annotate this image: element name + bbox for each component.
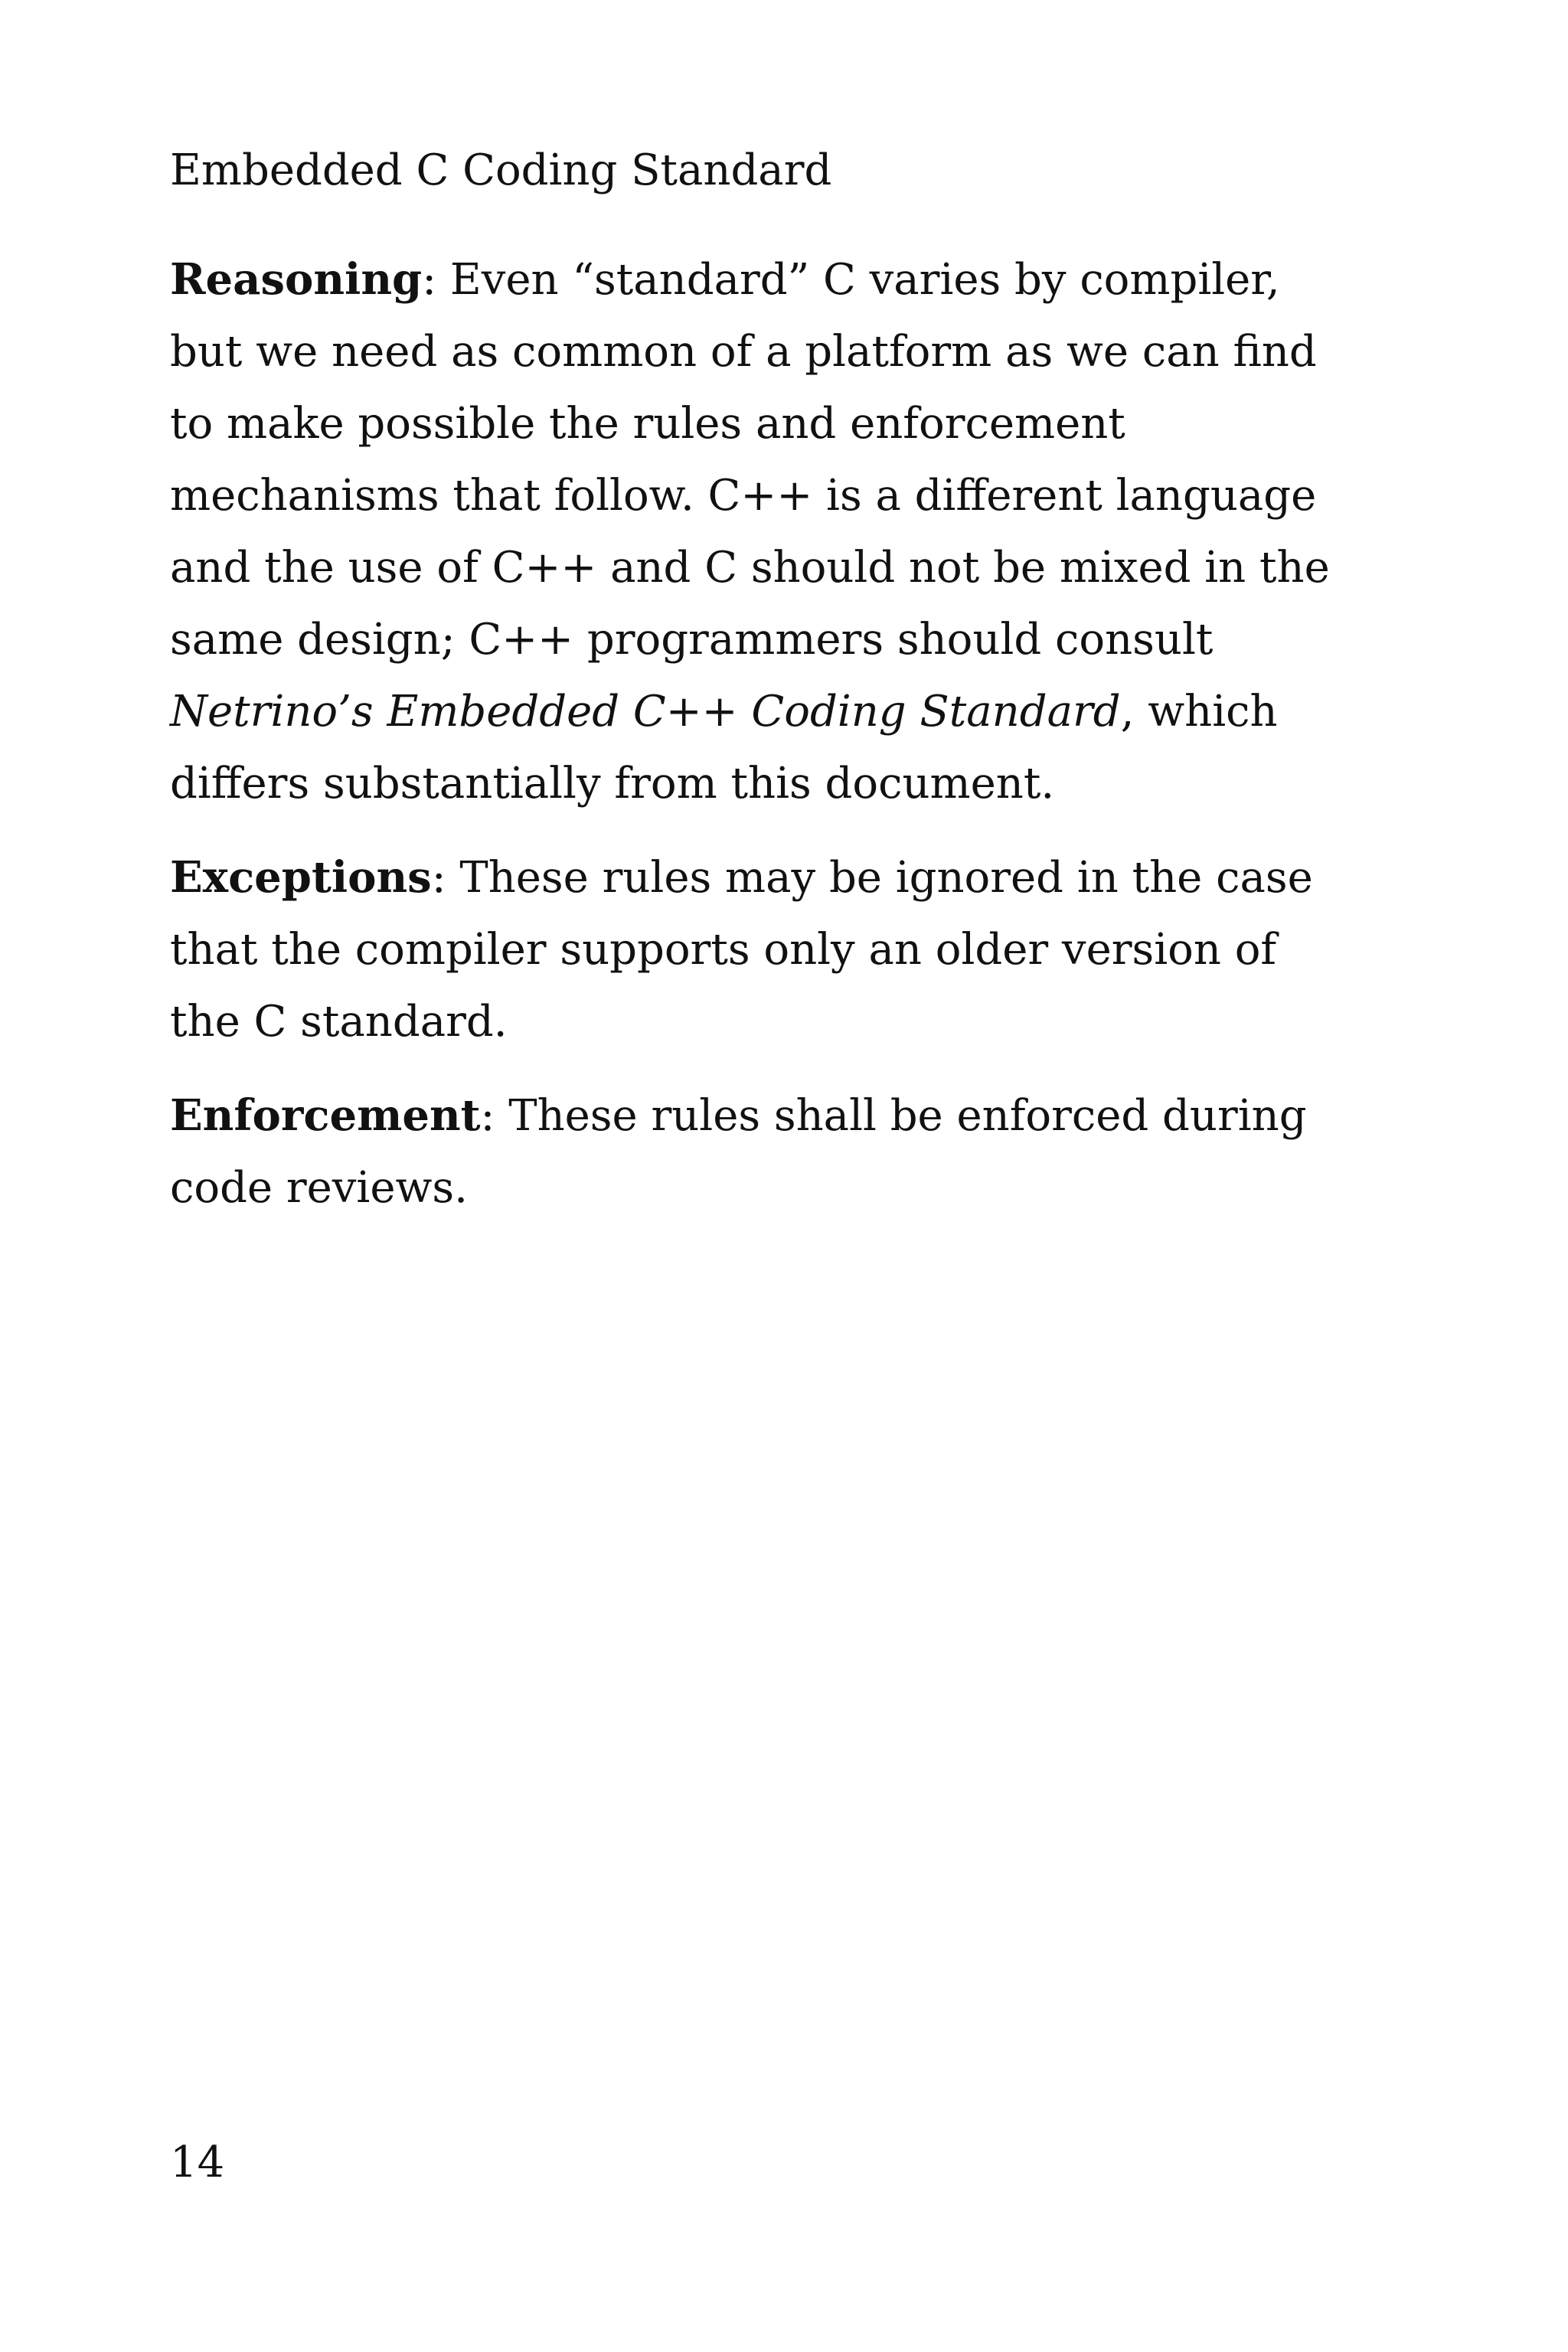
reasoning-label: Reasoning — [170, 254, 423, 305]
running-header: Embedded C Coding Standard — [170, 145, 832, 195]
enforcement-paragraph — [170, 1080, 1334, 1224]
reasoning-text-part-1: : Even “standard” C varies by compiler, but we need as common of a platform as we can find to make possible the rules and enforcement mechanisms that follow. C++ is a different language and the use of C++ and C should not be mixed in the same design; C++ programmers should consult — [170, 255, 1330, 665]
page-number: 14 — [170, 2138, 225, 2187]
enforcement-text: : These rules shall be enforced during code reviews. — [170, 1091, 1307, 1213]
exceptions-paragraph — [170, 841, 1334, 1058]
reasoning-paragraph — [170, 243, 1334, 820]
body-text — [170, 243, 1334, 1246]
exceptions-text: : These rules may be ignored in the case that the compiler supports only an older version of the C standard. — [170, 853, 1313, 1047]
enforcement-label: Enforcement — [170, 1090, 481, 1141]
reasoning-text-part-2: , which differs substantially from this document. — [170, 687, 1278, 808]
exceptions-label: Exceptions — [170, 852, 432, 903]
reasoning-citation: Netrino’s Embedded C++ Coding Standard — [170, 687, 1121, 737]
